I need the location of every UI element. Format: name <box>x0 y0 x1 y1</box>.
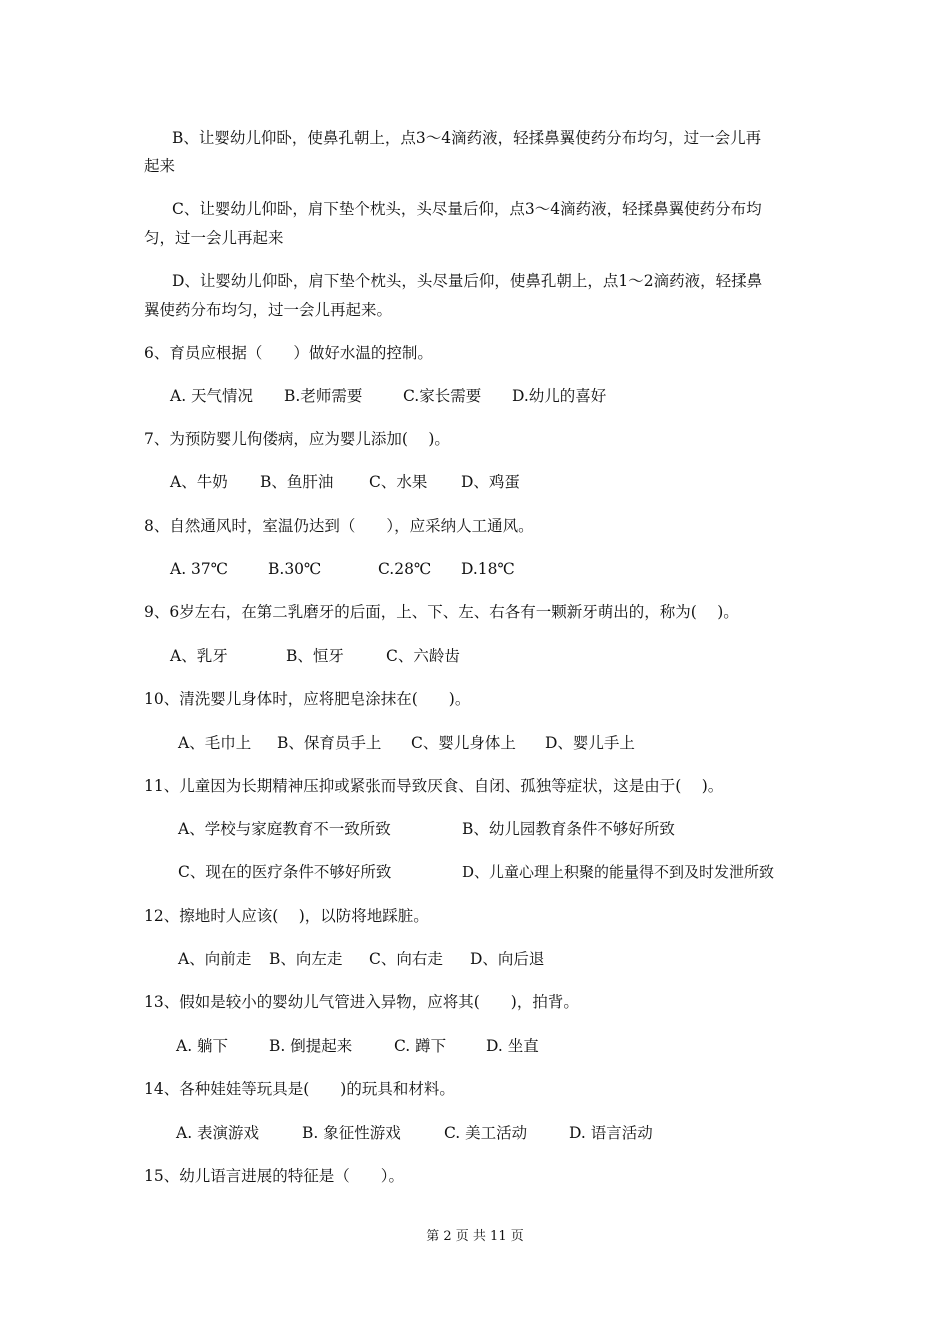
q6-option-b: B.老师需要 <box>284 387 363 405</box>
question-8: 8、自然通风时，室温仍达到（ ），应采纳人工通风。 <box>144 517 534 535</box>
q6-option-a: A. 天气情况 <box>170 387 254 405</box>
question-7: 7、为预防婴儿佝偻病，应为婴儿添加( )。 <box>144 430 450 448</box>
q13-option-a: A. 躺下 <box>176 1037 229 1055</box>
question-15: 15、幼儿语言进展的特征是（ ）。 <box>144 1167 404 1185</box>
question-10: 10、清洗婴儿身体时，应将肥皂涂抹在( )。 <box>144 690 471 708</box>
q9-option-a: A、乳牙 <box>170 647 228 665</box>
question-13: 13、假如是较小的婴幼儿气管进入异物，应将其( )，拍背。 <box>144 993 579 1011</box>
option-c-line2: 匀，过一会儿再起来 <box>144 229 284 247</box>
option-c-line1: C、让婴幼儿仰卧，肩下垫个枕头，头尽量后仰，点3～4滴药液，轻揉鼻翼使药分布均 <box>172 200 762 218</box>
q10-option-a: A、毛巾上 <box>178 734 252 752</box>
q8-option-c: C.28℃ <box>378 560 432 578</box>
option-d-line2: 翼使药分布均匀，过一会儿再起来。 <box>144 301 393 319</box>
q11-option-a: A、学校与家庭教育不一致所致 <box>178 820 391 838</box>
q14-option-d: D. 语言活动 <box>569 1124 653 1142</box>
q14-option-a: A. 表演游戏 <box>176 1124 260 1142</box>
q7-option-c: C、水果 <box>369 473 428 491</box>
q12-option-c: C、向右走 <box>369 950 443 968</box>
q11-option-c: C、现在的医疗条件不够好所致 <box>178 863 392 881</box>
q10-option-d: D、婴儿手上 <box>545 734 635 752</box>
q7-option-a: A、牛奶 <box>170 473 228 491</box>
question-9: 9、6岁左右，在第二乳磨牙的后面，上、下、左、右各有一颗新牙萌出的，称为( )。 <box>144 603 739 621</box>
q7-option-d: D、鸡蛋 <box>461 473 520 491</box>
q12-option-b: B、向左走 <box>269 950 343 968</box>
q14-option-b: B. 象征性游戏 <box>302 1124 401 1142</box>
q6-option-d: D.幼儿的喜好 <box>512 387 607 405</box>
question-11: 11、儿童因为长期精神压抑或紧张而导致厌食、自闭、孤独等症状，这是由于( )。 <box>144 777 724 795</box>
q12-option-d: D、向后退 <box>470 950 545 968</box>
q12-option-a: A、向前走 <box>178 950 252 968</box>
question-6: 6、育员应根据（ ）做好水温的控制。 <box>144 344 433 362</box>
q7-option-b: B、鱼肝油 <box>260 473 334 491</box>
q10-option-b: B、保育员手上 <box>277 734 382 752</box>
q11-option-b: B、幼儿园教育条件不够好所致 <box>462 820 675 838</box>
q13-option-d: D. 坐直 <box>486 1037 539 1055</box>
option-b-line1: B、让婴幼儿仰卧，使鼻孔朝上，点3～4滴药液，轻揉鼻翼使药分布均匀，过一会儿再 <box>172 129 762 147</box>
q8-option-d: D.18℃ <box>461 560 515 578</box>
q6-option-c: C.家长需要 <box>403 387 482 405</box>
q13-option-c: C. 蹲下 <box>394 1037 447 1055</box>
q9-option-c: C、六龄齿 <box>386 647 460 665</box>
q13-option-b: B. 倒提起来 <box>269 1037 353 1055</box>
question-14: 14、各种娃娃等玩具是( )的玩具和材料。 <box>144 1080 455 1098</box>
q14-option-c: C. 美工活动 <box>444 1124 528 1142</box>
page-number: 第 2 页 共 11 页 <box>426 1229 524 1244</box>
q9-option-b: B、恒牙 <box>286 647 344 665</box>
option-b-line2: 起来 <box>144 157 176 175</box>
option-d-line1: D、让婴幼儿仰卧，肩下垫个枕头，头尽量后仰，使鼻孔朝上，点1～2滴药液，轻揉鼻 <box>172 272 763 290</box>
q8-option-b: B.30℃ <box>268 560 322 578</box>
q11-option-d: D、儿童心理上积聚的能量得不到及时发泄所致 <box>462 863 775 881</box>
question-12: 12、擦地时人应该( )，以防将地踩脏。 <box>144 907 429 925</box>
q8-option-a: A. 37℃ <box>170 560 229 578</box>
q10-option-c: C、婴儿身体上 <box>411 734 516 752</box>
